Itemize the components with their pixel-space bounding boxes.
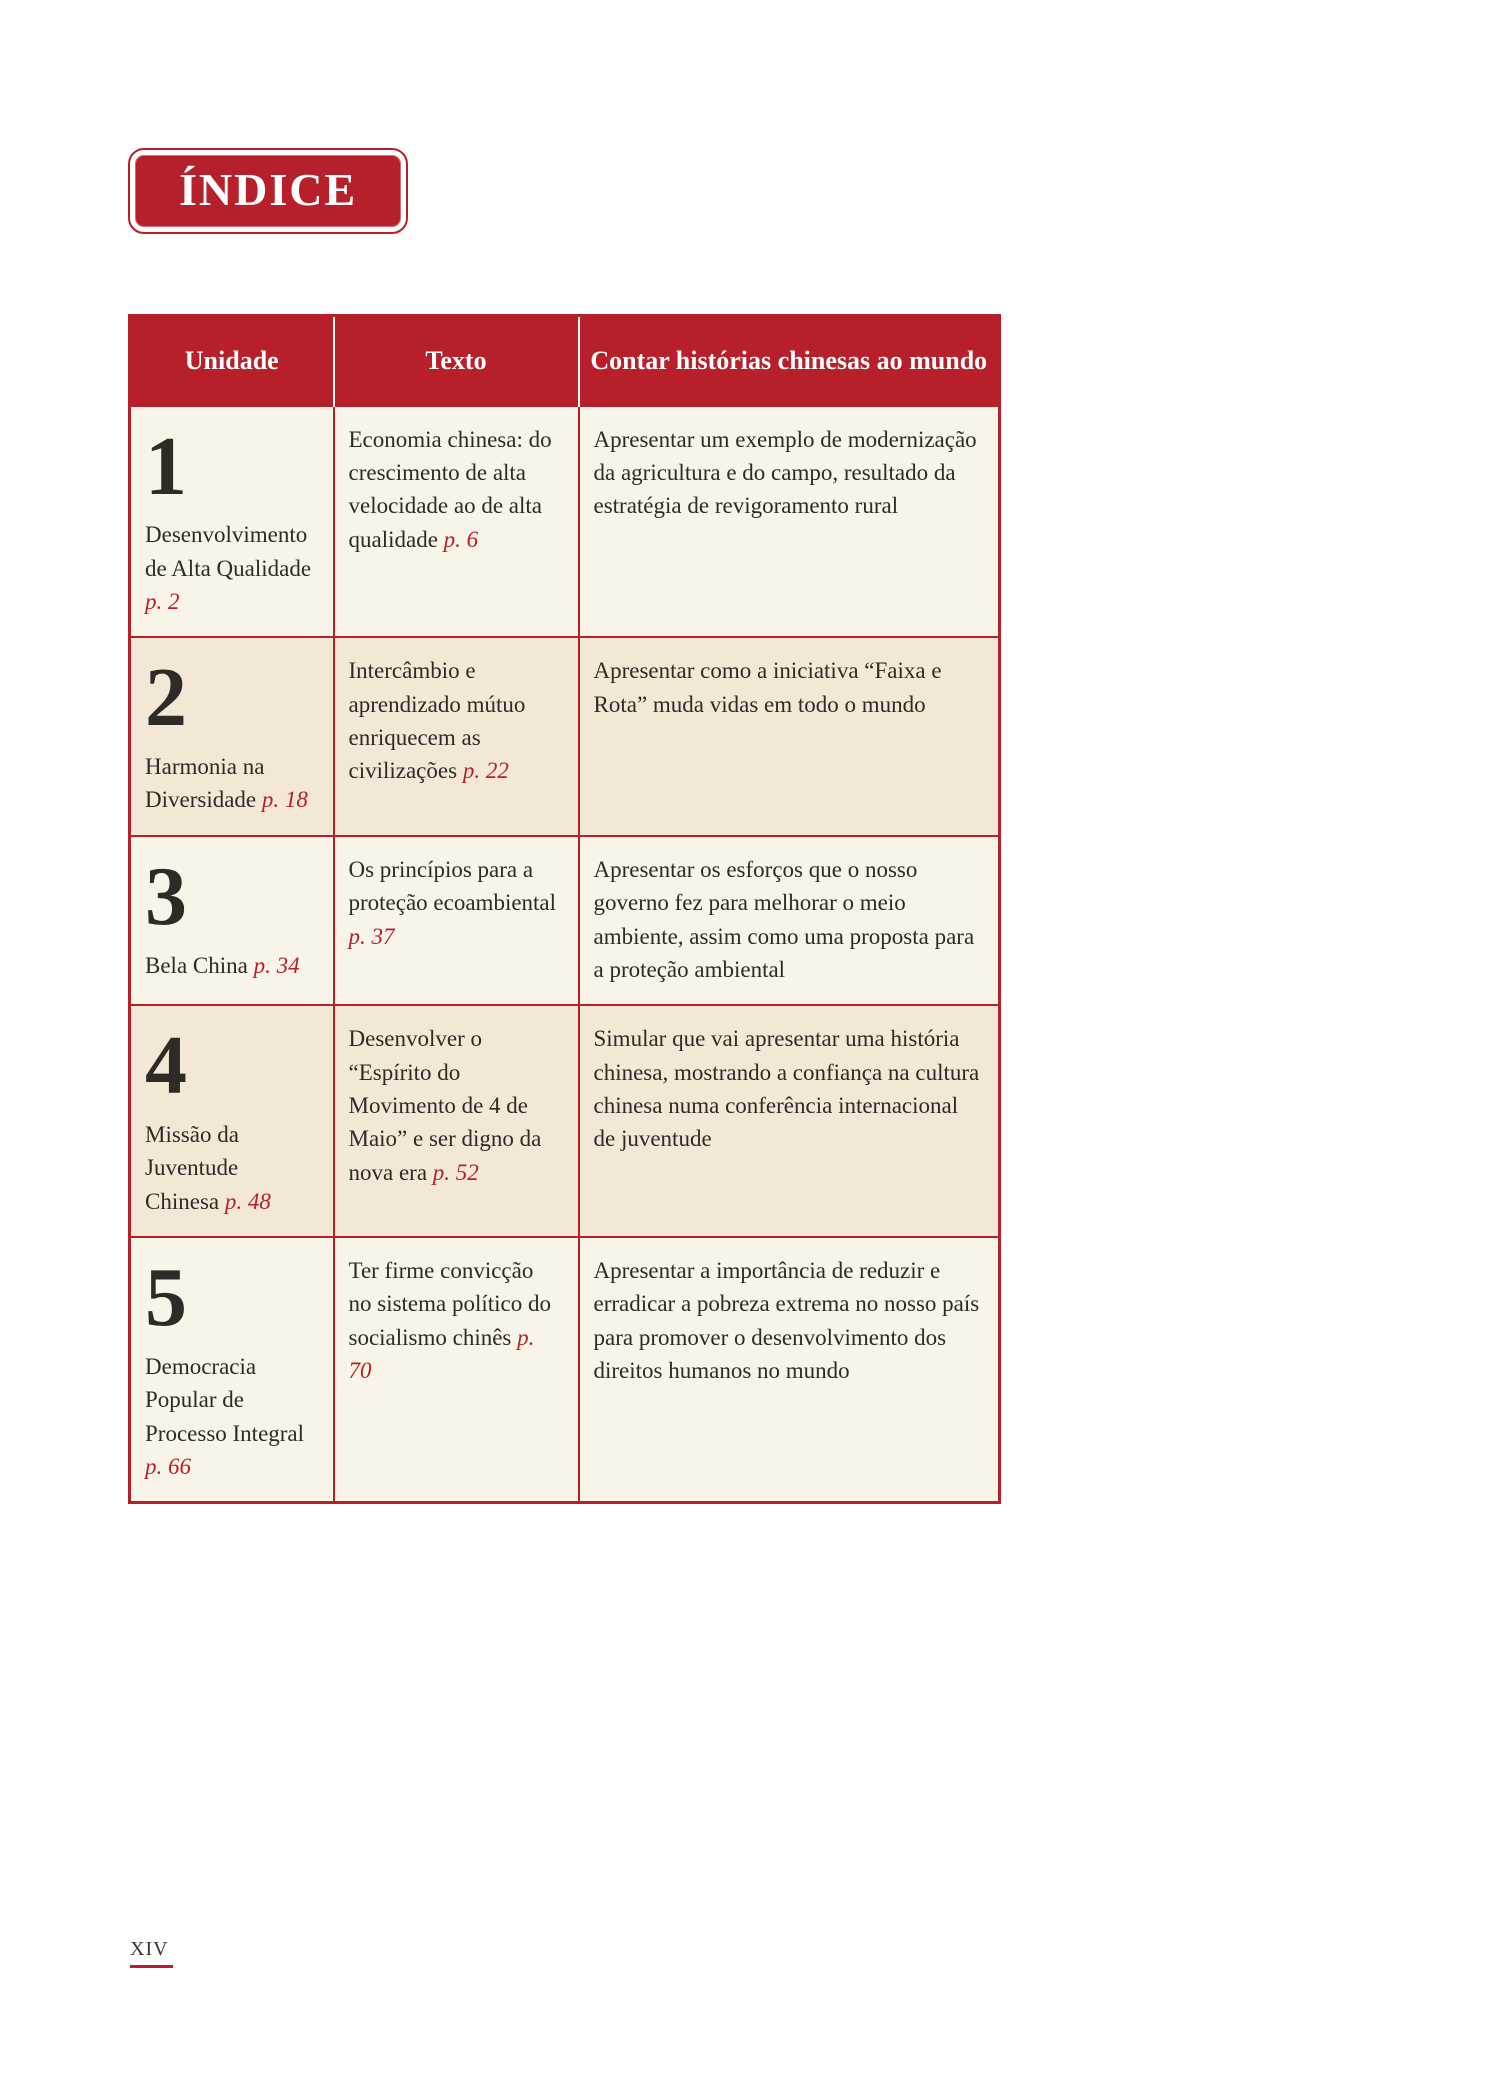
table-row xyxy=(130,1005,1000,1237)
indice-badge-plaque xyxy=(135,155,401,227)
column-header-texto: Texto xyxy=(334,316,579,406)
description-text: Apresentar os esforços que o nosso governo fez para melhorar o meio ambiente, assim como uma proposta para a proteção ambiental xyxy=(593,856,975,982)
unit-title xyxy=(145,949,317,982)
texto-pageref: p. 37 xyxy=(348,923,395,949)
page-title: ÍNDICE xyxy=(179,164,358,215)
unit-number: 3 xyxy=(145,849,187,943)
table-row xyxy=(130,836,1000,1005)
description-text: Apresentar como a iniciativa “Faixa e Rota” muda vidas em todo o mundo xyxy=(593,658,942,717)
unit-number: 4 xyxy=(145,1019,187,1113)
description-cell xyxy=(579,836,1000,1005)
unit-pageref: p. 66 xyxy=(145,1453,191,1479)
unit-cell xyxy=(130,836,334,1005)
unit-number: 5 xyxy=(145,1251,187,1345)
unit-pageref: p. 2 xyxy=(145,588,180,614)
unit-cell xyxy=(130,406,334,638)
table-row xyxy=(130,1237,1000,1503)
texto-cell xyxy=(334,1005,579,1237)
description-cell xyxy=(579,406,1000,638)
texto-cell xyxy=(334,637,579,835)
description-cell xyxy=(579,637,1000,835)
unit-cell xyxy=(130,1005,334,1237)
texto-pageref: p. 70 xyxy=(348,1324,535,1384)
texto-pageref: p. 52 xyxy=(432,1159,479,1185)
texto-cell xyxy=(334,406,579,638)
texto-cell xyxy=(334,1237,579,1503)
unit-number: 1 xyxy=(145,419,187,513)
texto-text: Desenvolver o “Espírito do Movimento de 4 de Maio” e ser digno da nova era xyxy=(348,1026,542,1185)
description-text: Apresentar um exemplo de modernização da agricultura e do campo, resultado da estratégia de revigoramento rural xyxy=(593,426,977,519)
table-row xyxy=(130,406,1000,638)
column-header-unidade: Unidade xyxy=(130,316,334,406)
unit-title-text: Democracia Popular de Processo Integral xyxy=(145,1353,305,1446)
unit-title-text: Desenvolvimento de Alta Qualidade xyxy=(145,522,312,581)
unit-pageref: p. 34 xyxy=(253,952,300,978)
indice-badge xyxy=(128,148,408,234)
unit-cell xyxy=(130,637,334,835)
unit-pageref: p. 48 xyxy=(224,1188,271,1214)
texto-cell xyxy=(334,836,579,1005)
unit-title-text: Missão da Juventude Chinesa xyxy=(145,1121,239,1214)
unit-title-text: Harmonia na Diversidade xyxy=(145,754,265,813)
unit-title xyxy=(145,1350,317,1483)
description-cell xyxy=(579,1237,1000,1503)
column-header-contar: Contar histórias chinesas ao mundo xyxy=(579,316,1000,406)
unit-pageref: p. 18 xyxy=(261,787,308,813)
unit-title xyxy=(145,518,317,618)
texto-pageref: p. 22 xyxy=(462,758,509,784)
texto-text: Ter firme convicção no sistema político do socialismo chinês xyxy=(348,1258,552,1350)
texto-pageref: p. 6 xyxy=(443,526,479,552)
texto-text: Intercâmbio e aprendizado mútuo enriquecem as civilizações xyxy=(348,658,526,784)
unit-number: 2 xyxy=(145,651,187,745)
description-text: Apresentar a importância de reduzir e erradicar a pobreza extrema no nosso país para promover o desenvolvimento dos direitos humanos no mundo xyxy=(593,1258,980,1384)
indice-table xyxy=(128,314,1001,1504)
unit-cell xyxy=(130,1237,334,1503)
texto-text: Economia chinesa: do crescimento de alta velocidade ao de alta qualidade xyxy=(348,426,552,552)
page-number: XIV xyxy=(130,1938,173,1968)
description-cell xyxy=(579,1005,1000,1237)
table-row xyxy=(130,637,1000,835)
unit-title xyxy=(145,1118,317,1218)
texto-text: Os princípios para a proteção ecoambiental xyxy=(348,856,557,916)
description-text: Simular que vai apresentar uma história chinesa, mostrando a confiança na cultura chinesa numa conferência internacional de juventude xyxy=(593,1026,980,1152)
table-header xyxy=(130,316,1000,406)
unit-title-text: Bela China xyxy=(145,952,248,978)
unit-title xyxy=(145,750,317,817)
